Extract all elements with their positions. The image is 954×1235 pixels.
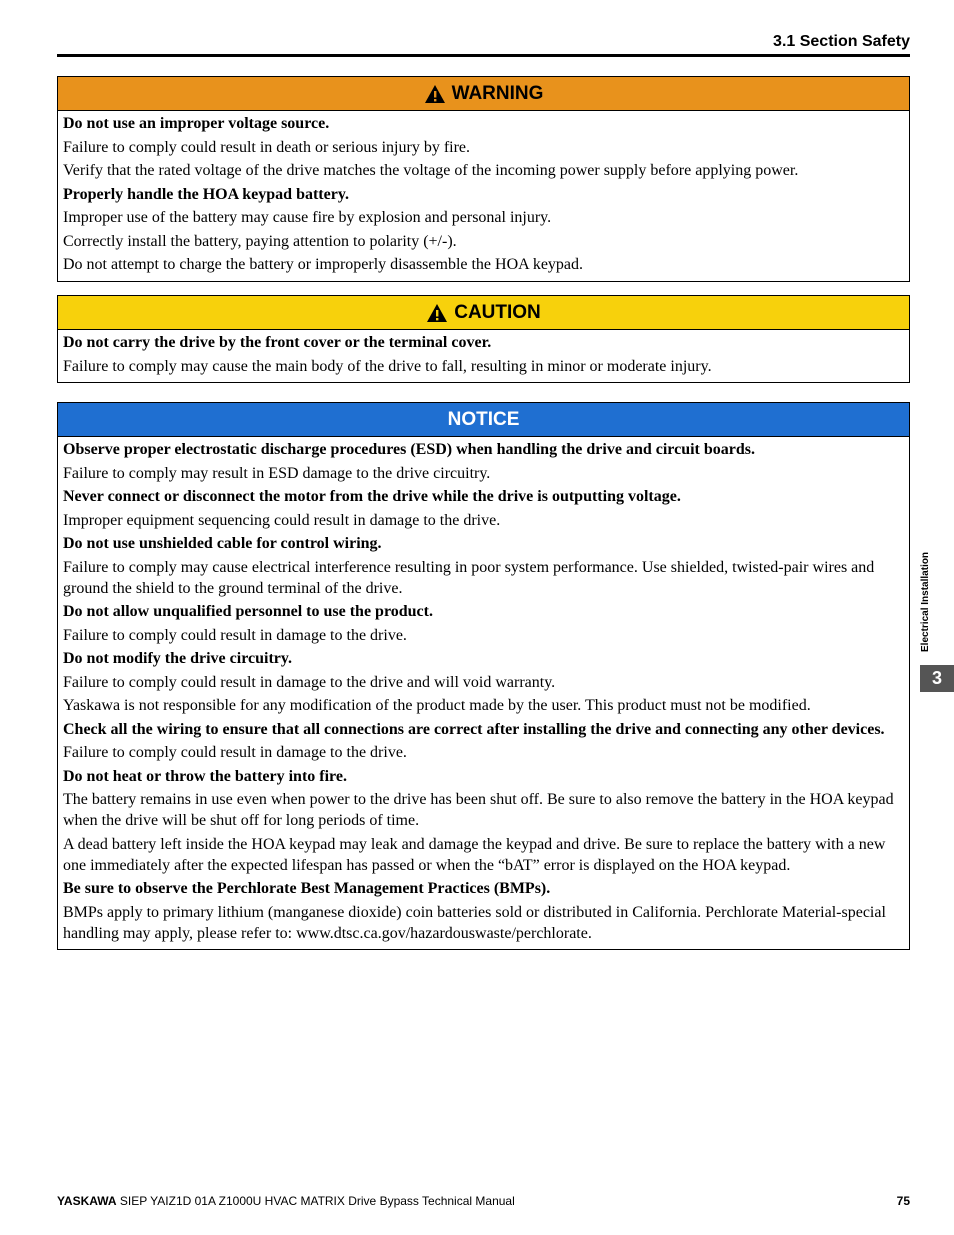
chapter-side-label: Electrical Installation	[920, 551, 931, 652]
safety-text: The battery remains in use even when power to the drive has been shut off. Be sure to also remove the battery in the HOA keypad when the drive will be shut off for long periods of time.	[63, 791, 894, 829]
safety-text: Failure to comply could result in damage to the drive.	[63, 626, 407, 644]
warning-triangle-icon	[426, 303, 448, 323]
safety-heading: Do not heat or throw the battery into fire.	[63, 767, 347, 785]
page-number: 75	[896, 1194, 910, 1208]
safety-heading: Observe proper electrostatic discharge procedures (ESD) when handling the drive and circuit boards.	[63, 441, 755, 458]
safety-text: Do not attempt to charge the battery or improperly disassemble the HOA keypad.	[63, 256, 584, 273]
caution-header	[58, 296, 909, 330]
safety-heading: Do not carry the drive by the front cover or the terminal cover.	[63, 334, 492, 351]
safety-heading: Do not allow unqualified personnel to use the product.	[63, 603, 433, 620]
warning-box	[57, 76, 910, 282]
notice-box	[57, 402, 910, 950]
safety-text: Verify that the rated voltage of the drive matches the voltage of the incoming power supply before applying power.	[63, 162, 799, 179]
safety-heading: Do not use an improper voltage source.	[63, 115, 330, 132]
safety-text: A dead battery left inside the HOA keypad may leak and damage the keypad and drive. Be sure to replace the battery with a new one immediately after the expected lifespan has passed or when the “bAT” error is displayed on the HOA keypad.	[63, 835, 886, 874]
footer-brand: YASKAWA	[57, 1194, 117, 1208]
caution-title: CAUTION	[454, 301, 541, 323]
header-rule	[57, 54, 910, 57]
warning-body	[58, 111, 909, 281]
safety-text: Failure to comply may result in ESD damage to the drive circuitry.	[63, 464, 491, 482]
caution-box	[57, 295, 910, 383]
safety-heading: Check all the wiring to ensure that all connections are correct after installing the drive and connecting any other devices.	[63, 720, 885, 738]
safety-text: Failure to comply could result in damage to the drive.	[63, 744, 407, 761]
notice-title: NOTICE	[447, 408, 520, 430]
caution-body	[58, 330, 909, 382]
safety-text: Yaskawa is not responsible for any modification of the product made by the user. This product must not be modified.	[63, 697, 811, 714]
safety-text: Correctly install the battery, paying attention to polarity (+/-).	[63, 232, 457, 250]
safety-heading: Do not use unshielded cable for control wiring.	[63, 535, 382, 552]
footer-manual: SIEP YAIZ1D 01A Z1000U HVAC MATRIX Drive Bypass Technical Manual	[119, 1194, 515, 1208]
safety-text: Failure to comply could result in damage to the drive and will void warranty.	[63, 673, 556, 691]
page-footer	[57, 1194, 910, 1208]
safety-text: Improper equipment sequencing could result in damage to the drive.	[63, 511, 501, 529]
safety-text: Failure to comply may cause the main body of the drive to fall, resulting in minor or moderate injury.	[63, 357, 712, 375]
safety-heading: Properly handle the HOA keypad battery.	[63, 185, 349, 203]
notice-header	[58, 403, 909, 437]
warning-header	[58, 77, 909, 111]
warning-title: WARNING	[451, 82, 544, 104]
safety-text: Improper use of the battery may cause fire by explosion and personal injury.	[63, 209, 552, 226]
chapter-tab[interactable]: 3	[920, 665, 954, 692]
safety-heading: Never connect or disconnect the motor from the drive while the drive is outputting voltage.	[63, 488, 681, 505]
safety-heading: Do not modify the drive circuitry.	[63, 650, 293, 667]
safety-text: BMPs apply to primary lithium (manganese dioxide) coin batteries sold or distributed in California. Perchlorate Material-special handling may apply, please refer to: www.dtsc.ca.gov/hazardouswaste/perchlorate.	[63, 903, 886, 942]
safety-text: Failure to comply could result in death or serious injury by fire.	[63, 138, 471, 156]
footer-title	[57, 1194, 515, 1208]
safety-text: Failure to comply may cause electrical interference resulting in poor system performance. Use shielded, twisted-pair wires and ground the shield to the ground terminal of the drive.	[63, 558, 875, 597]
warning-triangle-icon	[424, 84, 446, 104]
safety-heading: Be sure to observe the Perchlorate Best Management Practices (BMPs).	[63, 880, 551, 897]
notice-body	[58, 437, 909, 949]
section-header: 3.1 Section Safety	[773, 33, 910, 50]
